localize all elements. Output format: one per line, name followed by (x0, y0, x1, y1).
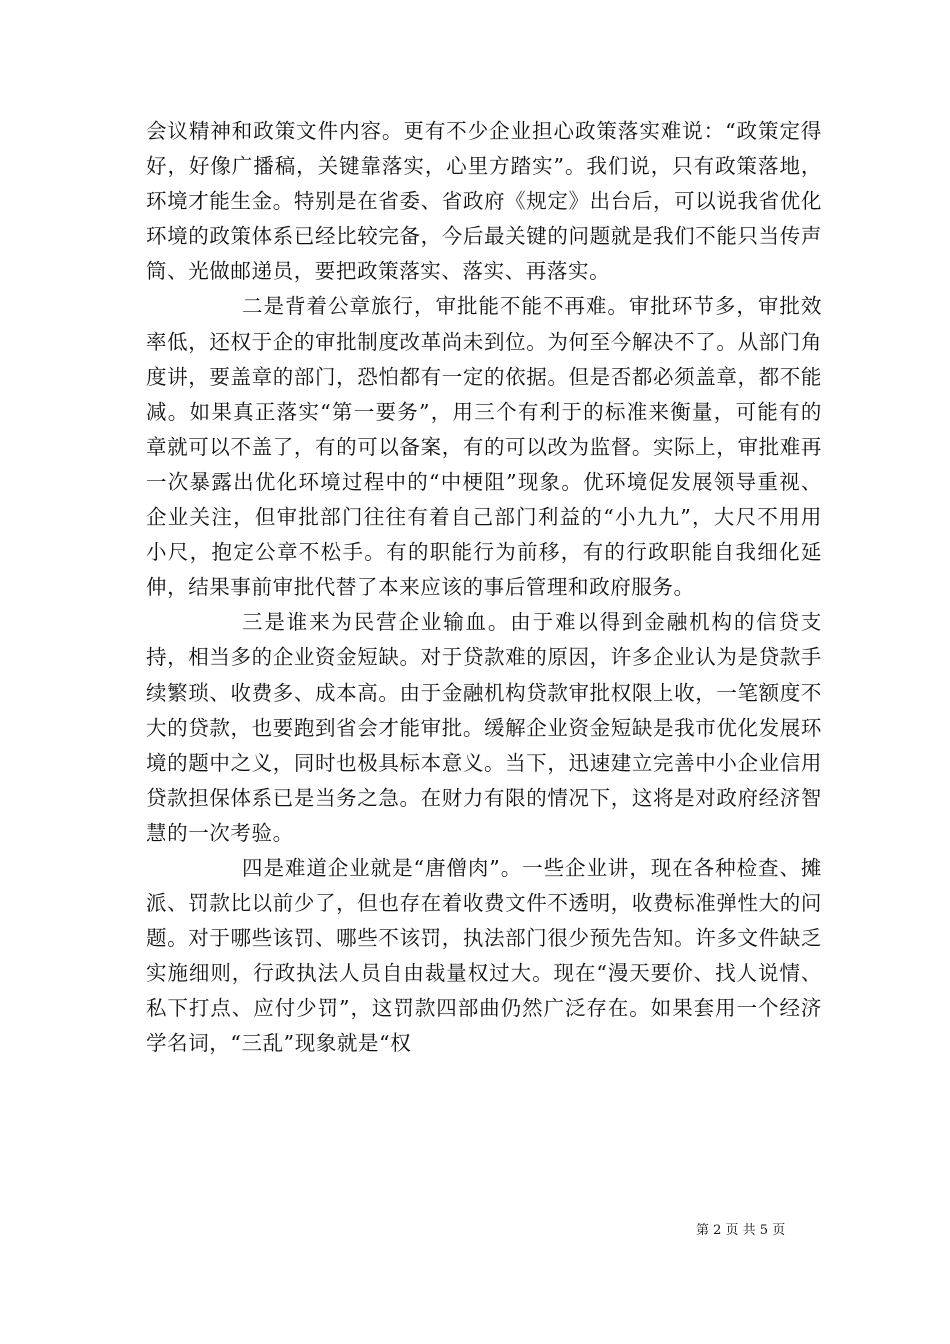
paragraph-2: 二是背着公章旅行，审批能不能不再难。审批环节多，审批效率低，还权于企的审批制度改革尚未到位。为何至今解决不了。从部门角度讲，要盖章的部门，恐怕都有一定的依据。但是否都必须盖章，都不能减。如果真正落实“第一要务”，用三个有利于的标准来衡量，可能有的章就可以不盖了，有的可以备案，有的可以改为监督。实际上，审批难再一次暴露出优化环境过程中的“中梗阻”现象。优环境促发展领导重视、企业关注，但审批部门往往有着自己部门利益的“小九九”，大尺不用用小尺，抱定公章不松手。有的职能行为前移，有的行政职能自我细化延伸，结果事前审批代替了本来应该的事后管理和政府服务。 (146, 294, 822, 600)
page-number-footer: 第 2 页 共 5 页 (696, 1223, 786, 1238)
paragraph-1: 会议精神和政策文件内容。更有不少企业担心政策落实难说：“政策定得好，好像广播稿，关键靠落实，心里方踏实”。我们说，只有政策落地，环境才能生金。特别是在省委、省政府《规定》出台后，可以说我省优化环境的政策体系已经比较完备，今后最关键的问题就是我们不能只当传声筒、光做邮递员，要把政策落实、落实、再落实。 (146, 119, 822, 284)
paragraph-4: 四是难道企业就是“唐僧肉”。一些企业讲，现在各种检查、摊派、罚款比以前少了，但也存在着收费文件不透明，收费标准弹性大的问题。对于哪些该罚、哪些不该罚，执法部门很少预先告知。许多文件缺乏实施细则，行政执法人员自由裁量权过大。现在“漫天要价、找人说情、私下打点、应付少罚”，这罚款四部曲仍然广泛存在。如果套用一个经济学名词，“三乱”现象就是“权 (146, 855, 822, 1056)
document-body (146, 114, 822, 1062)
paragraph-3: 三是谁来为民营企业输血。由于难以得到金融机构的信贷支持，相当多的企业资金短缺。对于贷款难的原因，许多企业认为是贷款手续繁琐、收费多、成本高。由于金融机构贷款审批权限上收，一笔额度不大的贷款，也要跑到省会才能审批。缓解企业资金短缺是我市优化发展环境的题中之义，同时也极具标本意义。当下，迅速建立完善中小企业信用贷款担保体系已是当务之急。在财力有限的情况下，这将是对政府经济智慧的一次考验。 (146, 610, 822, 845)
